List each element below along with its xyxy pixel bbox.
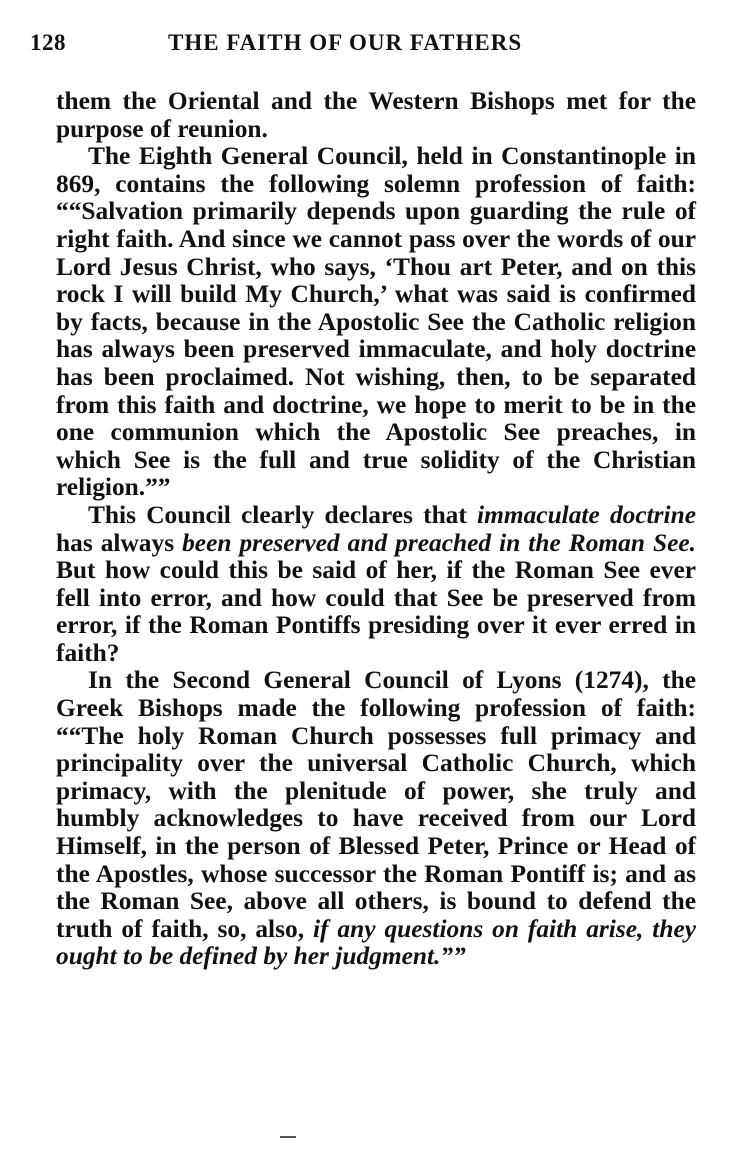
italic-emphasis: been preserved and preached in the Roman See. [182, 528, 696, 557]
paragraph-text-part: This Council clearly declares that [88, 500, 478, 529]
footer-mark [280, 1136, 296, 1138]
paragraph-continuation [56, 88, 696, 143]
paragraph-council-declares [56, 502, 696, 668]
italic-emphasis: immaculate doctrine [477, 500, 696, 529]
paragraph-text-part: But how could this be said of her, if the Roman See ever fell into error, and how could that See be preserved from error, if the Roman Pontiffs presiding over it ever erred in faith? [56, 556, 696, 667]
running-title: THE FAITH OF OUR FATHERS [168, 30, 523, 55]
page-header [30, 30, 720, 64]
body-text [56, 88, 696, 971]
paragraph-council-of-lyons [56, 667, 696, 971]
italic-emphasis: if any questions on faith arise, they ought to be defined by her judgment.”” [56, 914, 696, 971]
page-number: 128 [30, 30, 66, 55]
paragraph-eighth-council [56, 143, 696, 502]
paragraph-text-part: In the Second General Council of Lyons (1274), the Greek Bishops made the following profession of faith: ““The holy Roman Church possesses full primacy and principality over the universal Catholic Church, which primacy, with the plenitude of power, she truly and humbly acknowledges to have received from our Lord Himself, in the person of Blessed Peter, Prince or Head of the Apostles, whose successor the Roman Pontiff is; and as the Roman See, above all others, is bound to defend the truth of faith, so, also, [56, 666, 696, 943]
paragraph-text-part: has always [56, 528, 183, 557]
paragraph-text: The Eighth General Council, held in Constantinople in 869, contains the following solemn profession of faith: ““Salvation primarily depends upon guarding the rule of right faith. And since we cannot pass over the words of our Lord Jesus Christ, who says, ‘Thou art Peter, and on this rock I will build My Church,’ what was said is confirmed by facts, because in the Apostolic See the Catholic religion has always been preserved immaculate, and holy doctrine has been proclaimed. Not wishing, then, to be separated from this faith and doctrine, we hope to merit to be in the one communion which the Apostolic See preaches, in which See is the full and true solidity of the Christian religion.”” [56, 142, 696, 502]
paragraph-text: them the Oriental and the Western Bishops met for the purpose of reunion. [56, 87, 696, 143]
